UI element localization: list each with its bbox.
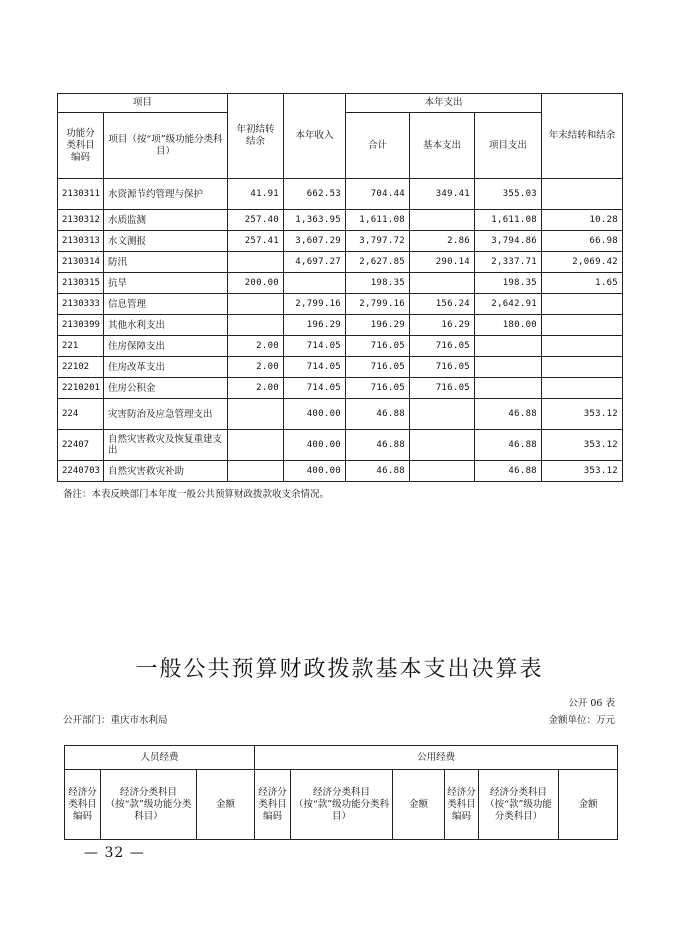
end-balance-cell	[542, 315, 623, 336]
code-cell: 2130312	[58, 210, 104, 231]
basic-cell	[410, 210, 475, 231]
table-row	[58, 461, 623, 482]
header-begin-balance: 年初结转结余	[228, 94, 284, 179]
code-cell: 2130313	[58, 231, 104, 252]
project-cell: 355.03	[475, 179, 542, 210]
total-cell: 2,627.85	[346, 252, 410, 273]
total-cell: 2,799.16	[346, 294, 410, 315]
begin-balance-cell: 2.00	[228, 336, 284, 357]
name-cell: 水资源节约管理与保护	[104, 179, 228, 210]
table-note: 备注：本表反映部门本年度一般公共预算财政拨款收支余情况。	[63, 489, 330, 500]
total-cell: 46.88	[346, 461, 410, 482]
header-econ-name: 经济分类科目（按“款”级功能分类科目）	[479, 770, 559, 840]
basic-cell	[410, 461, 475, 482]
code-cell: 224	[58, 399, 104, 430]
begin-balance-cell	[228, 399, 284, 430]
end-balance-cell: 353.12	[542, 399, 623, 430]
name-cell: 自然灾害救灾及恢复重建支出	[104, 430, 228, 461]
code-cell: 2130315	[58, 273, 104, 294]
income-cell: 1,363.95	[284, 210, 346, 231]
begin-balance-cell: 257.40	[228, 210, 284, 231]
code-cell: 2240703	[58, 461, 104, 482]
total-cell: 716.05	[346, 357, 410, 378]
begin-balance-cell	[228, 315, 284, 336]
header-econ-code: 经济分类科目编码	[445, 770, 479, 840]
name-cell: 其他水利支出	[104, 315, 228, 336]
total-cell: 46.88	[346, 399, 410, 430]
project-cell: 46.88	[475, 430, 542, 461]
table-row	[58, 399, 623, 430]
end-balance-cell: 353.12	[542, 461, 623, 482]
begin-balance-cell: 2.00	[228, 357, 284, 378]
basic-cell	[410, 399, 475, 430]
income-cell: 196.29	[284, 315, 346, 336]
header-name: 项目（按“项”级功能分类科目）	[104, 113, 228, 179]
basic-cell: 716.05	[410, 357, 475, 378]
basic-expenditure-table	[64, 745, 618, 840]
begin-balance-cell	[228, 294, 284, 315]
name-cell: 抗旱	[104, 273, 228, 294]
income-cell: 2,799.16	[284, 294, 346, 315]
end-balance-cell	[542, 357, 623, 378]
total-cell: 716.05	[346, 336, 410, 357]
end-balance-cell: 353.12	[542, 430, 623, 461]
basic-cell: 156.24	[410, 294, 475, 315]
header-code: 功能分类科目编码	[58, 113, 104, 179]
basic-cell: 716.05	[410, 336, 475, 357]
name-cell: 防汛	[104, 252, 228, 273]
code-cell: 2210201	[58, 378, 104, 399]
basic-cell: 349.41	[410, 179, 475, 210]
total-cell: 198.35	[346, 273, 410, 294]
project-cell: 46.88	[475, 399, 542, 430]
name-cell: 自然灾害救灾补助	[104, 461, 228, 482]
end-balance-cell: 10.28	[542, 210, 623, 231]
fiscal-allocation-table	[57, 93, 623, 482]
name-cell: 信息管理	[104, 294, 228, 315]
income-cell: 400.00	[284, 430, 346, 461]
end-balance-cell: 66.98	[542, 231, 623, 252]
project-cell	[475, 336, 542, 357]
begin-balance-cell: 2.00	[228, 378, 284, 399]
header-econ-name: 经济分类科目（按“款”级功能分类科目）	[291, 770, 393, 840]
begin-balance-cell: 41.91	[228, 179, 284, 210]
end-balance-cell	[542, 294, 623, 315]
name-cell: 水质监测	[104, 210, 228, 231]
table-row	[58, 315, 623, 336]
name-cell: 水文测报	[104, 231, 228, 252]
header-personnel: 人员经费	[65, 746, 255, 770]
project-cell: 46.88	[475, 461, 542, 482]
end-balance-cell	[542, 336, 623, 357]
total-cell: 704.44	[346, 179, 410, 210]
table-row	[58, 336, 623, 357]
table-row	[58, 357, 623, 378]
begin-balance-cell	[228, 430, 284, 461]
table-row	[58, 430, 623, 461]
table-row	[58, 378, 623, 399]
income-cell: 714.05	[284, 378, 346, 399]
table-row	[58, 231, 623, 252]
header-project: 项目	[58, 94, 228, 113]
project-cell: 1,611.08	[475, 210, 542, 231]
end-balance-cell: 2,069.42	[542, 252, 623, 273]
project-cell	[475, 357, 542, 378]
header-amount: 金额	[197, 770, 255, 840]
code-cell: 221	[58, 336, 104, 357]
code-cell: 2130311	[58, 179, 104, 210]
income-cell: 400.00	[284, 399, 346, 430]
header-econ-code: 经济分类科目编码	[65, 770, 101, 840]
table-body	[58, 179, 623, 482]
project-cell: 2,642.91	[475, 294, 542, 315]
begin-balance-cell	[228, 252, 284, 273]
income-cell: 3,607.29	[284, 231, 346, 252]
table-row	[58, 273, 623, 294]
project-cell: 2,337.71	[475, 252, 542, 273]
income-cell: 4,697.27	[284, 252, 346, 273]
income-cell: 400.00	[284, 461, 346, 482]
header-income: 本年收入	[284, 94, 346, 179]
basic-cell: 290.14	[410, 252, 475, 273]
header-econ-name: 经济分类科目（按“款”级功能分类科目）	[101, 770, 197, 840]
end-balance-cell	[542, 179, 623, 210]
header-current-expenditure: 本年支出	[346, 94, 542, 113]
page-number: — 32 —	[84, 845, 145, 861]
basic-cell	[410, 273, 475, 294]
income-cell: 714.05	[284, 357, 346, 378]
basic-cell: 716.05	[410, 378, 475, 399]
table-row	[58, 179, 623, 210]
table-row	[58, 294, 623, 315]
total-cell: 196.29	[346, 315, 410, 336]
name-cell: 住房公积金	[104, 378, 228, 399]
code-cell: 2130314	[58, 252, 104, 273]
income-cell	[284, 273, 346, 294]
table-row	[58, 252, 623, 273]
header-end-balance: 年末结转和结余	[542, 94, 623, 179]
name-cell: 灾害防治及应急管理支出	[104, 399, 228, 430]
unit-label: 金额单位：万元	[548, 715, 615, 726]
code-cell: 2130333	[58, 294, 104, 315]
table-tag: 公开 06 表	[568, 698, 615, 709]
end-balance-cell	[542, 378, 623, 399]
basic-cell: 2.86	[410, 231, 475, 252]
total-cell: 1,611.08	[346, 210, 410, 231]
code-cell: 22407	[58, 430, 104, 461]
income-cell: 662.53	[284, 179, 346, 210]
header-public: 公用经费	[255, 746, 618, 770]
header-amount: 金额	[559, 770, 618, 840]
begin-balance-cell: 257.41	[228, 231, 284, 252]
code-cell: 2130399	[58, 315, 104, 336]
department-label: 公开部门：重庆市水利局	[63, 715, 168, 726]
name-cell: 住房改革支出	[104, 357, 228, 378]
header-amount: 金额	[393, 770, 445, 840]
total-cell: 716.05	[346, 378, 410, 399]
name-cell: 住房保障支出	[104, 336, 228, 357]
code-cell: 22102	[58, 357, 104, 378]
total-cell: 46.88	[346, 430, 410, 461]
table-row	[58, 210, 623, 231]
begin-balance-cell	[228, 461, 284, 482]
project-cell	[475, 378, 542, 399]
section-title: 一般公共预算财政拨款基本支出决算表	[135, 657, 544, 682]
header-econ-code: 经济分类科目编码	[255, 770, 291, 840]
basic-cell	[410, 430, 475, 461]
header-project-expenditure: 项目支出	[475, 113, 542, 179]
total-cell: 3,797.72	[346, 231, 410, 252]
project-cell: 198.35	[475, 273, 542, 294]
end-balance-cell: 1.65	[542, 273, 623, 294]
income-cell: 714.05	[284, 336, 346, 357]
begin-balance-cell: 200.00	[228, 273, 284, 294]
basic-cell: 16.29	[410, 315, 475, 336]
project-cell: 3,794.86	[475, 231, 542, 252]
header-basic: 基本支出	[410, 113, 475, 179]
project-cell: 180.00	[475, 315, 542, 336]
header-total: 合计	[346, 113, 410, 179]
